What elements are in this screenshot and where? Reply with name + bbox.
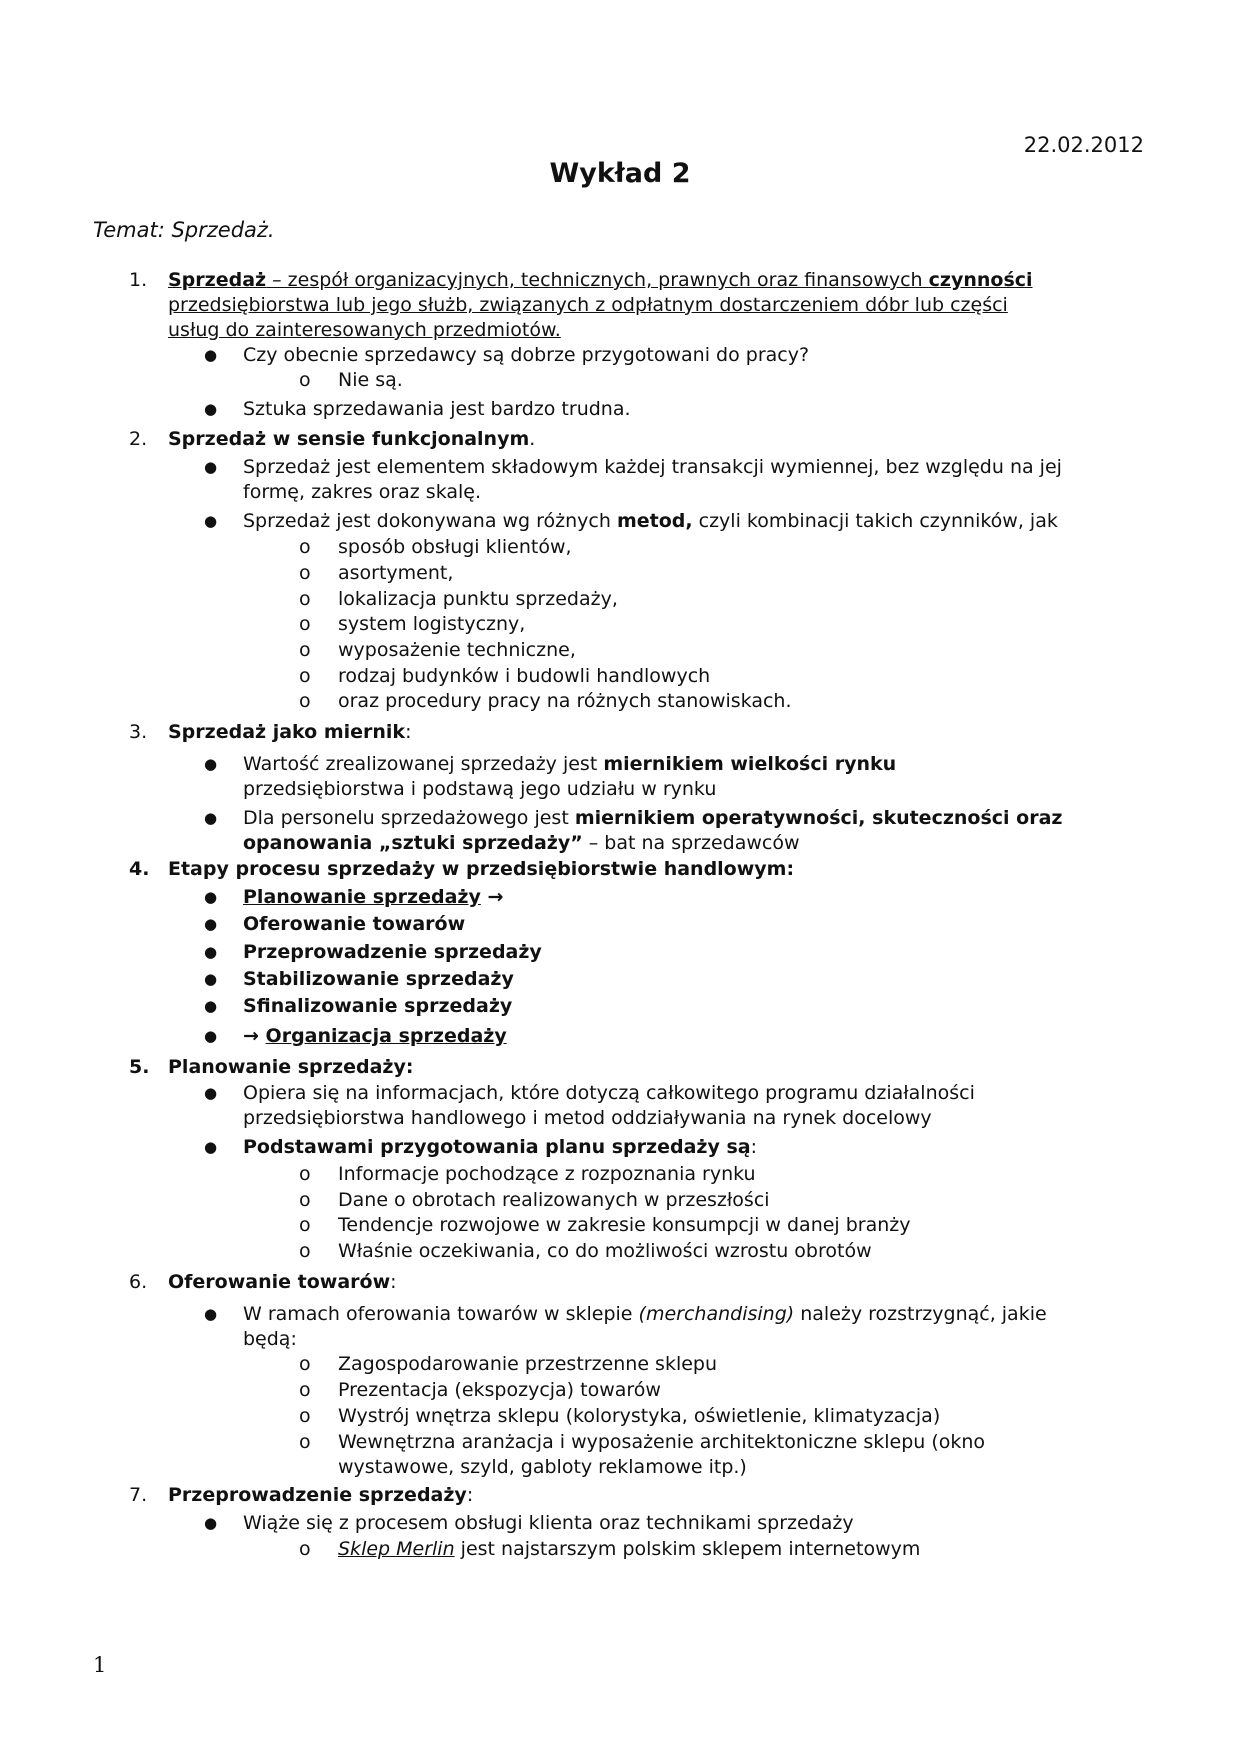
sub-list-item: lokalizacja punktu sprzedaży, [338,588,618,610]
list-item: Opiera się na informacjach, które dotyczą całkowitego programu działalności [243,1082,975,1104]
sub-list-item: oraz procedury pracy na różnych stanowiskach. [338,690,792,712]
bullet-marker: ● [204,997,218,1015]
sub-bullet-marker: o [299,1405,311,1427]
sub-list-item: Nie są. [338,369,403,391]
sub-bullet-marker: o [299,1431,311,1453]
list-item: Sztuka sprzedawania jest bardzo trudna. [243,398,631,420]
section-heading: Sprzedaż w sensie funkcjonalnym. [168,428,536,450]
sub-list-item: wyposażenie techniczne, [338,639,576,661]
list-item: Podstawami przygotowania planu sprzedaży są: [243,1136,757,1158]
sub-list-item: Wystrój wnętrza sklepu (kolorystyka, oświetlenie, klimatyzacja) [338,1405,941,1427]
section-number: 2. [129,428,148,450]
section-number: 5. [129,1056,150,1078]
list-item-continuation: formę, zakres oraz skalę. [243,481,482,503]
sub-bullet-marker: o [299,1240,311,1262]
sub-list-item: asortyment, [338,562,454,584]
list-item: W ramach oferowania towarów w sklepie (merchandising) należy rozstrzygnąć, jakie [243,1303,1047,1325]
sub-bullet-marker: o [299,1189,311,1211]
list-item: Stabilizowanie sprzedaży [243,968,514,990]
list-item-continuation: przedsiębiorstwa handlowego i metod oddziaływania na rynek docelowy [243,1107,932,1129]
sub-bullet-marker: o [299,665,311,687]
document-date: 22.02.2012 [1023,133,1144,157]
sub-list-item-continuation: wystawowe, szyld, gabloty reklamowe itp.) [338,1456,747,1478]
section-number: 6. [129,1271,148,1293]
sub-bullet-marker: o [299,1163,311,1185]
bullet-marker: ● [204,1084,218,1102]
bullet-marker: ● [204,512,218,530]
sub-list-item: sposób obsługi klientów, [338,536,572,558]
list-item: Wiąże się z procesem obsługi klienta oraz technikami sprzedaży [243,1512,854,1534]
list-item: Przeprowadzenie sprzedaży [243,941,542,963]
sub-bullet-marker: o [299,1353,311,1375]
section-heading: Oferowanie towarów: [168,1271,397,1293]
section-heading: Etapy procesu sprzedaży w przedsiębiorstwie handlowym: [168,858,795,880]
bullet-marker: ● [204,755,218,773]
list-item: Oferowanie towarów [243,913,466,935]
section-heading: Sprzedaż jako miernik: [168,721,412,743]
sub-list-item: Dane o obrotach realizowanych w przeszłości [338,1189,770,1211]
section-1-line-3: usług do zainteresowanych przedmiotów. [168,319,561,341]
bullet-marker: ● [204,400,218,418]
sub-bullet-marker: o [299,1538,311,1560]
list-item: Czy obecnie sprzedawcy są dobrze przygotowani do pracy? [243,344,810,366]
list-item: Planowanie sprzedaży → [243,886,504,908]
sub-list-item: Zagospodarowanie przestrzenne sklepu [338,1353,718,1375]
bullet-marker: ● [204,970,218,988]
list-item: Wartość zrealizowanej sprzedaży jest miernikiem wielkości rynku [243,753,897,775]
sub-bullet-marker: o [299,1214,311,1236]
list-item: Dla personelu sprzedażowego jest miernikiem operatywności, skuteczności oraz [243,807,1063,829]
bullet-marker: ● [204,915,218,933]
list-item: Sfinalizowanie sprzedaży [243,995,513,1017]
page-number: 1 [93,1653,107,1677]
section-1-line-1: Sprzedaż – zespół organizacyjnych, technicznych, prawnych oraz finansowych czynności [168,269,1033,291]
bullet-marker: ● [204,458,218,476]
sub-list-item: rodzaj budynków i budowli handlowych [338,665,711,687]
sub-bullet-marker: o [299,562,311,584]
section-number: 7. [129,1484,148,1506]
bullet-marker: ● [204,888,218,906]
section-number: 4. [129,858,150,880]
sub-list-item: system logistyczny, [338,613,526,635]
document-title: Wykład 2 [549,158,691,189]
sub-bullet-marker: o [299,369,311,391]
bullet-marker: ● [204,1305,218,1323]
sub-bullet-marker: o [299,1379,311,1401]
list-item-continuation: przedsiębiorstwa i podstawą jego udziału w rynku [243,778,717,800]
section-number: 3. [129,721,148,743]
sub-list-item: Tendencje rozwojowe w zakresie konsumpcji w danej branży [338,1214,911,1236]
list-item-continuation: opanowania „sztuki sprzedaży” – bat na sprzedawców [243,832,800,854]
sub-list-item: Właśnie oczekiwania, co do możliwości wzrostu obrotów [338,1240,872,1262]
sub-bullet-marker: o [299,588,311,610]
list-item: Sprzedaż jest dokonywana wg różnych metod, czyli kombinacji takich czynników, jak [243,510,1058,532]
bullet-marker: ● [204,809,218,827]
sub-list-item: Prezentacja (ekspozycja) towarów [338,1379,661,1401]
list-item: Sprzedaż jest elementem składowym każdej transakcji wymiennej, bez względu na jej [243,456,1062,478]
sub-bullet-marker: o [299,536,311,558]
bullet-marker: ● [204,1027,218,1045]
sub-list-item: Informacje pochodzące z rozpoznania rynku [338,1163,756,1185]
lecture-topic: Temat: Sprzedaż. [93,218,275,242]
sub-list-item: Wewnętrzna aranżacja i wyposażenie architektoniczne sklepu (okno [338,1431,986,1453]
section-number: 1. [129,269,148,291]
bullet-marker: ● [204,346,218,364]
bullet-marker: ● [204,1514,218,1532]
bullet-marker: ● [204,943,218,961]
sub-list-item: Sklep Merlin jest najstarszym polskim sklepem internetowym [338,1538,921,1560]
section-heading: Planowanie sprzedaży: [168,1056,414,1078]
bullet-marker: ● [204,1138,218,1156]
sub-bullet-marker: o [299,613,311,635]
sub-bullet-marker: o [299,639,311,661]
sklep-merlin-link[interactable]: Sklep Merlin [338,1538,455,1560]
sub-bullet-marker: o [299,690,311,712]
list-item-continuation: będą: [243,1328,297,1350]
list-item: → Organizacja sprzedaży [243,1025,507,1047]
section-heading: Przeprowadzenie sprzedaży: [168,1484,474,1506]
section-1-line-2: przedsiębiorstwa lub jego służb, związanych z odpłatnym dostarczeniem dóbr lub części [168,294,1008,316]
